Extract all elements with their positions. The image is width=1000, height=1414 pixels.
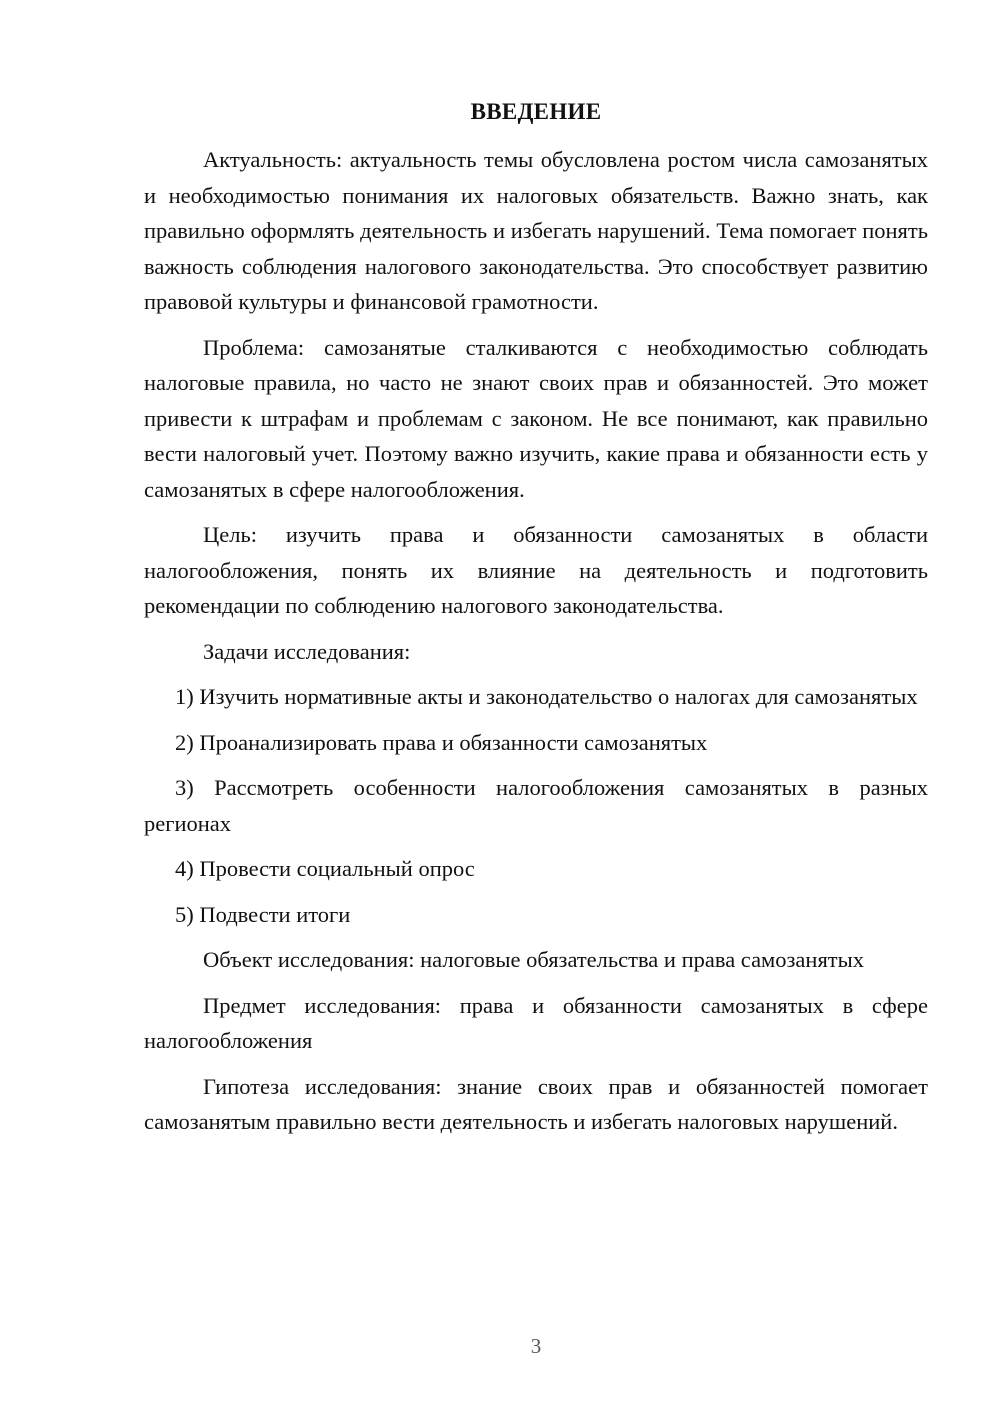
hypothesis-paragraph: Гипотеза исследования: знание своих прав и обязанностей помогает самозанятым правильно вести деятельность и избегать налоговых нарушений.	[144, 1073, 928, 1134]
task-item: 2) Проанализировать права и обязанности самозанятых	[175, 729, 708, 755]
problem-paragraph: Проблема: самозанятые сталкиваются с необходимостью соблюдать налоговые правила, но часто не знают своих прав и обязанностей. Это может привести к штрафам и проблемам с законом. Не все понимают, как правильно вести налоговый учет. Поэтому важно изучить, какие права и обязанности есть у самозанятых в сфере налогообложения.	[144, 334, 928, 502]
goal-paragraph: Цель: изучить права и обязанности самозанятых в области налогообложения, понять их влияние на деятельность и подготовить рекомендации по соблюдению налогового законодательства.	[144, 522, 928, 618]
task-item: 3) Рассмотреть особенности налогообложения самозанятых в разных регионах	[144, 775, 928, 836]
task-item: 1) Изучить нормативные акты и законодательство о налогах для самозанятых	[175, 684, 918, 709]
tasks-heading: Задачи исследования:	[203, 638, 411, 664]
page-number: 3	[530, 1334, 542, 1358]
section-title: ВВЕДЕНИЕ	[470, 99, 602, 124]
task-item: 4) Провести социальный опрос	[175, 856, 475, 881]
relevance-paragraph: Актуальность: актуальность темы обусловлена ростом числа самозанятых и необходимостью понимания их налоговых обязательств. Важно знать, как правильно оформлять деятельность и избегать нарушений. Тема помогает понять важность соблюдения налогового законодательства. Это способствует развитию правовой культуры и финансовой грамотности.	[144, 147, 928, 314]
object-paragraph: Объект исследования: налоговые обязательства и права самозанятых	[203, 947, 865, 972]
task-item: 5) Подвести итоги	[175, 901, 351, 927]
document-body	[144, 142, 928, 1150]
subject-paragraph: Предмет исследования: права и обязанности самозанятых в сфере налогообложения	[144, 992, 928, 1053]
